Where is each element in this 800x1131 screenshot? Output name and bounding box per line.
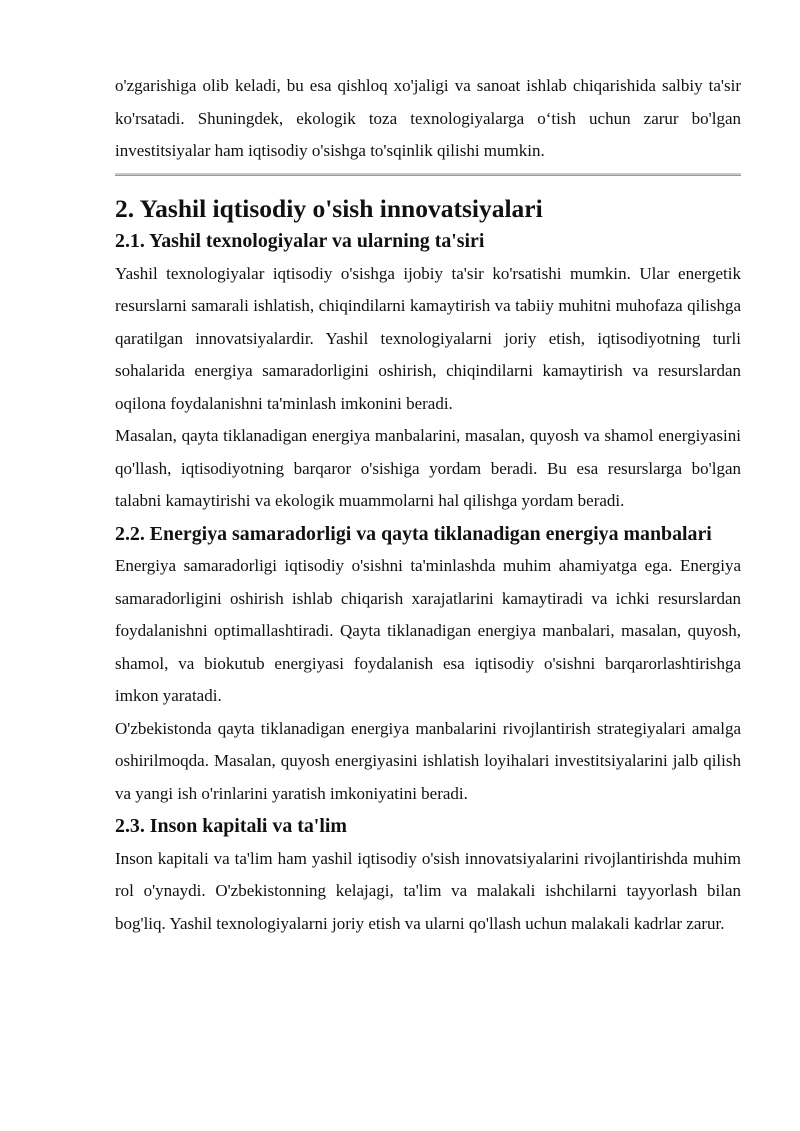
section-2-3-paragraph-1: Inson kapitali va ta'lim ham yashil iqtisodiy o'sish innovatsiyalarini rivojlantirishda muhim rol o'ynaydi. O'zbekistonning kelajagi, ta'lim va malakali ishchilarni tayyorlash bilan bog'liq. Yashil texnologiyalarni joriy etish va ularni qo'llash uchun malakali kadrlar zarur. [115,848,741,933]
document-page [115,70,741,940]
intro-paragraph: o'zgarishiga olib keladi, bu esa qishloq xo'jaligi va sanoat ishlab chiqarishida salbiy ta'sir ko'rsatadi. Shuningdek, ekologik toza texnologiyalarga o‘tish uchun zarur bo'lgan investitsiyalar ham iqtisodiy o'sishga to'sqinlik qilishi mumkin. [115,76,741,160]
section-2-3-heading: 2.3. Inson kapitali va ta'lim [115,815,347,837]
section-2-2-paragraph-2: O'zbekistonda qayta tiklanadigan energiya manbalarini rivojlantirish strategiyalari amalga oshirilmoqda. Masalan, quyosh energiyasini ishlatish loyihalari investitsiyalarini jalb qilish va yangi ish o'rinlarini yaratish imkoniyatini beradi. [115,718,741,803]
section-2-2-paragraph-1: Energiya samaradorligi iqtisodiy o'sishni ta'minlashda muhim ahamiyatga ega. Energiya samaradorligini oshirish ishlab chiqarish xarajatlarini kamaytiradi va ichki resurslardan foydalanishni optimallashtiradi. Qayta tiklanadigan energiya manbalari, masalan, quyosh, shamol, va biokutub energiyasi foydalanish esa iqtisodiy o'sishni barqarorlashtirishga imkon yaratadi. [115,556,741,705]
section-2-heading: 2. Yashil iqtisodiy o'sish innovatsiyalari [115,193,543,223]
section-2-1-heading: 2.1. Yashil texnologiyalar va ularning ta'siri [115,230,485,252]
horizontal-divider [115,173,741,176]
section-2-1-paragraph-1: Yashil texnologiyalar iqtisodiy o'sishga ijobiy ta'sir ko'rsatishi mumkin. Ular energetik resurslarni samarali ishlatish, chiqindilarni kamaytirish va tabiiy muhitni muhofaza qilishga qaratilgan innovatsiyalardir. Yashil texnologiyalarni joriy etish, iqtisodiyotning turli sohalarida energiya samaradorligini oshirish, chiqindilarni kamaytirish va resurslardan oqilona foydalanishni ta'minlash imkonini beradi. [115,263,741,413]
section-2-2-heading: 2.2. Energiya samaradorligi va qayta tiklanadigan energiya manbalari [115,522,712,545]
section-2-1-paragraph-2: Masalan, qayta tiklanadigan energiya manbalarini, masalan, quyosh va shamol energiyasini qo'llash, iqtisodiyotning barqaror o'sishiga yordam beradi. Bu esa resurslarga bo'lgan talabni kamaytirishi va ekologik muammolarni hal qilishga yordam beradi. [115,426,741,510]
